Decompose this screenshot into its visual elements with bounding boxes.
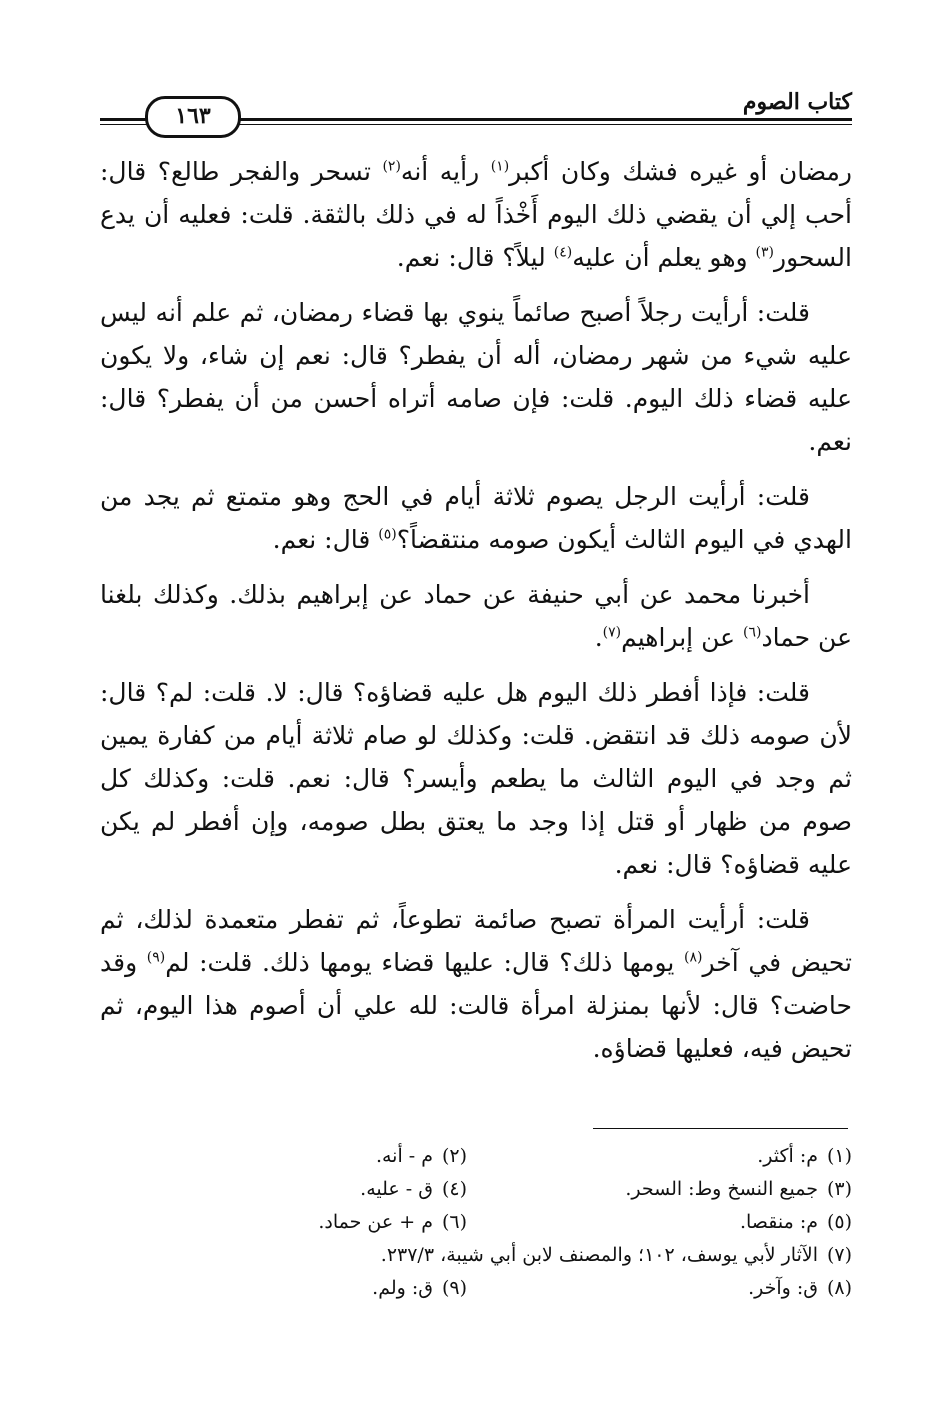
footnote-number: (٥) — [826, 1211, 852, 1233]
paragraph — [100, 150, 852, 279]
footnote-number: (٨) — [826, 1277, 852, 1299]
paragraph — [100, 573, 852, 659]
paragraph-text: وهو يعلم أن عليه — [572, 243, 756, 272]
footnote-text: م - أنه. — [375, 1145, 433, 1167]
paragraph-text: أخبرنا محمد عن أبي حنيفة عن حماد عن إبراهيم بذلك. وكذلك بلغنا عن حماد — [100, 580, 852, 652]
footnote-text: ق: وآخر. — [748, 1277, 818, 1299]
footnote-text: جميع النسخ وط: السحر. — [625, 1178, 818, 1200]
paragraph — [100, 291, 852, 463]
paragraph — [100, 475, 852, 561]
footnote-item — [360, 1173, 467, 1206]
footnote-marker: (٨) — [684, 949, 703, 966]
footnote-item — [757, 1140, 852, 1173]
footnote-number: (٧) — [826, 1244, 852, 1266]
main-text — [100, 150, 852, 1082]
paragraph — [100, 671, 852, 886]
paragraph-text: قال: نعم. — [272, 525, 379, 554]
paragraph — [100, 898, 852, 1070]
paragraph-text: قلت: أرأيت المرأة تصبح صائمة تطوعاً، ثم تفطر متعمدة لذلك، ثم تحيض في آخر — [100, 905, 852, 977]
paragraph-text: قلت: أرأيت رجلاً أصبح صائماً ينوي بها قضاء رمضان، ثم علم أنه ليس عليه شيء من شهر رمضان، أله أن يفطر؟ قال: نعم إن شاء، ولا يكون عليه قضاء ذلك اليوم. قلت: فإن صامه أتراه أحسن من أن يفطر؟ قال: نعم. — [100, 298, 852, 456]
paragraph-text: وقد حاضت؟ قال: لأنها بمنزلة امرأة قالت: لله علي أن أصوم هذا اليوم، ثم تحيض فيه، فعليها قضاؤه. — [100, 948, 852, 1063]
footnote-number: (٤) — [441, 1178, 467, 1200]
footnote-marker: (٥) — [378, 526, 397, 543]
footnote-marker: (٦) — [742, 624, 762, 641]
footnote-row — [100, 1206, 852, 1239]
footnote-marker: (٢) — [382, 158, 401, 175]
paragraph-text: ليلاً؟ قال: نعم. — [396, 243, 554, 272]
footnote-divider — [593, 1128, 848, 1129]
paragraph-text: . — [594, 623, 603, 652]
page-header — [100, 78, 852, 138]
footnote-item — [318, 1206, 467, 1239]
footnote-number: (٣) — [826, 1178, 852, 1200]
footnote-row — [100, 1140, 852, 1173]
footnote-number: (٢) — [441, 1145, 467, 1167]
footnote-marker: (١) — [490, 158, 510, 175]
footnote-marker: (٣) — [755, 244, 774, 261]
footnote-text: الآثار لأبي يوسف، ١٠٢؛ والمصنف لابن أبي شيبة، ٢٣٧/٣. — [380, 1244, 818, 1266]
paragraph-text: رأيه أنه — [400, 157, 491, 186]
footnote-item — [740, 1206, 852, 1239]
paragraph-text: قلت: أرأيت الرجل يصوم ثلاثة أيام في الحج وهو متمتع ثم يجد من الهدي في اليوم الثالث أيكون صومه منتقضاً؟ — [100, 482, 852, 554]
paragraph-text: تسحر والفجر طالع؟ قال: أحب إلي أن يقضي ذلك اليوم أَخْذاً له في ذلك بالثقة. قلت: فعليه أن يدع السحور — [100, 157, 852, 272]
footnote-item — [625, 1173, 852, 1206]
footnote-item — [376, 1140, 467, 1173]
footnote-item — [372, 1272, 467, 1305]
footnote-item — [748, 1272, 852, 1305]
paragraph-text: رمضان أو غيره فشك وكان أكبر — [509, 157, 852, 186]
paragraph-text: قلت: فإذا أفطر ذلك اليوم هل عليه قضاؤه؟ قال: لا. قلت: لم؟ قال: لأن صومه ذلك قد انتقض. قلت: وكذلك لو صام ثلاثة أيام من كفارة يمين ثم وجد في اليوم الثالث ما يطعم وأيسر؟ قال: نعم. قلت: وكذلك كل صوم من ظهار أو قتل إذا وجد ما يعتق بطل صومه، وإن أفطر لم يكن عليه قضاؤه؟ قال: نعم. — [100, 678, 852, 879]
footnote-marker: (٩) — [146, 949, 166, 966]
paragraph-text: يومها ذلك؟ قال: عليها قضاء يومها ذلك. قلت: لم — [165, 948, 685, 977]
page-number: ١٦٣ — [145, 96, 241, 138]
footnote-text: م + عن حماد. — [318, 1211, 433, 1233]
paragraph-text: عن إبراهيم — [621, 623, 743, 652]
footnote-number: (٦) — [441, 1211, 467, 1233]
footnote-text: ق - عليه. — [360, 1178, 433, 1200]
footnotes — [100, 1140, 852, 1305]
footnote-number: (١) — [826, 1145, 852, 1167]
footnote-row — [100, 1173, 852, 1206]
footnote-text: م: منقصا. — [739, 1211, 818, 1233]
footnote-number: (٩) — [441, 1277, 467, 1299]
footnote-text: ق: ولم. — [372, 1277, 433, 1299]
footnote-marker: (٤) — [553, 244, 573, 261]
chapter-title: كتاب الصوم — [742, 89, 852, 115]
footnote-text: م: أكثر. — [757, 1145, 818, 1167]
footnote-item — [381, 1239, 852, 1272]
footnote-row — [100, 1272, 852, 1305]
footnote-marker: (٧) — [602, 624, 622, 641]
footnote-row — [100, 1239, 852, 1272]
